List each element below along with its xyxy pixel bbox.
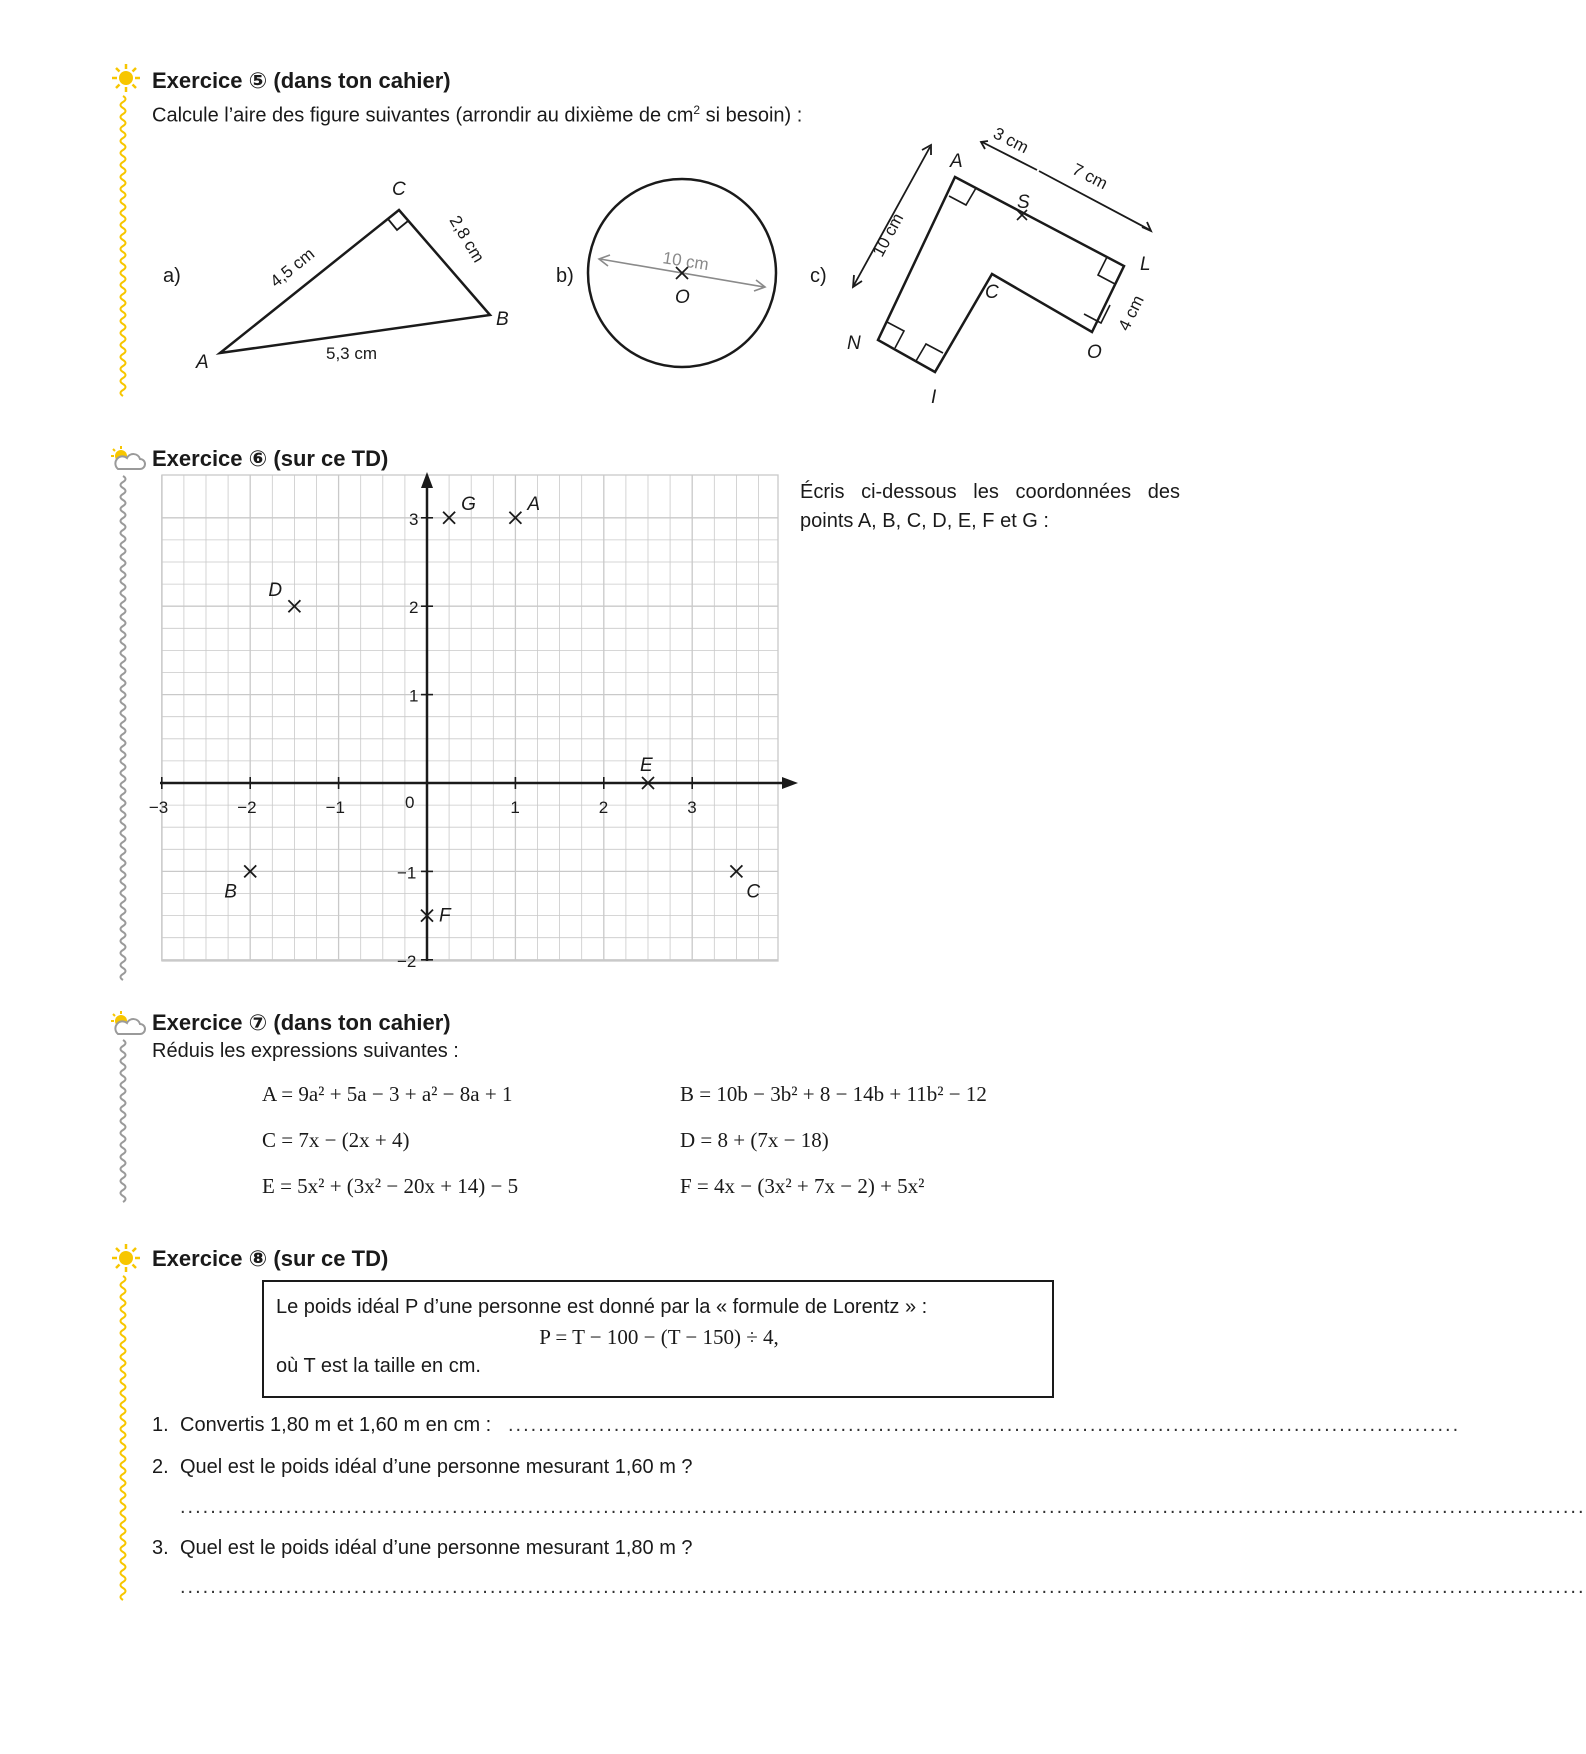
- point-label-e: E: [640, 755, 653, 776]
- exercise-5-title: Exercice ⑤ (dans ton cahier): [152, 68, 451, 93]
- exercise-8-title: Exercice ⑧ (sur ce TD): [152, 1246, 389, 1271]
- exercise-7-title: Exercice ⑦ (dans ton cahier): [152, 1010, 451, 1035]
- point-label-b: B: [224, 881, 237, 903]
- wavy-margin-line-sun: [116, 96, 130, 402]
- figure-b-circle: [580, 165, 800, 380]
- origin-label: 0: [405, 793, 415, 812]
- figure-c-l-shape: [830, 125, 1170, 415]
- figure-c-tag: c): [810, 265, 827, 287]
- expression-d: D = 8 + (7x − 18): [680, 1128, 829, 1152]
- center-label-o: O: [675, 287, 690, 308]
- point-label-f: F: [439, 905, 451, 927]
- plotted-points: [224, 494, 760, 927]
- point-label-c: C: [746, 881, 761, 903]
- x-tick-label: 2: [598, 798, 609, 817]
- grid-border: [162, 475, 778, 961]
- point-label-b: B: [496, 309, 509, 330]
- y-tick-label: 3: [409, 509, 419, 529]
- figure-a-triangle: [190, 170, 540, 380]
- exercise-5-instruction: Calcule l’aire des figure suivantes (arrondir au dixième de $cm^2$ si besoin) :: [152, 103, 803, 127]
- sun-icon: [110, 62, 142, 94]
- point-label-d: D: [268, 580, 283, 602]
- y-tick-label: 1: [409, 686, 419, 706]
- length-cb: 2,8 cm: [445, 212, 489, 266]
- x-axis-arrow: [782, 777, 798, 789]
- cloud-sun-icon: [110, 1011, 146, 1037]
- formula-note: où T est la taille en cm.: [276, 1355, 481, 1377]
- question-2-text: Quel est le poids idéal d’une personne mesurant 1,60 m ?: [180, 1456, 693, 1478]
- point-label-a: A: [527, 493, 541, 515]
- length-na: 10 cm: [868, 210, 908, 260]
- lorentz-formula: P = T − 100 − (T − 150) ÷ 4,: [539, 1325, 779, 1349]
- diameter-label: 10 cm: [661, 248, 711, 275]
- wavy-margin-line-sun: [116, 1276, 130, 1598]
- point-label-i: I: [931, 387, 937, 408]
- expression-a: A = 9a² + 5a − 3 + a² − 8a + 1: [262, 1082, 513, 1106]
- figure-b-tag: b): [556, 265, 574, 287]
- cloud-sun-icon: [110, 446, 146, 472]
- y-tick-label: −2: [397, 951, 417, 971]
- point-label-g: G: [461, 493, 476, 515]
- x-tick-label: 1: [510, 798, 520, 817]
- wavy-margin-line-cloud: [116, 476, 130, 976]
- point-label-c: C: [392, 179, 406, 200]
- figure-a-tag: a): [163, 265, 181, 287]
- length-ab: 5,3 cm: [326, 344, 378, 363]
- point-label-a: A: [950, 151, 963, 172]
- point-label-o: O: [1087, 342, 1102, 363]
- x-tick-label: −1: [325, 798, 345, 817]
- question-1-number: 1.: [152, 1414, 169, 1436]
- question-3-number: 3.: [152, 1537, 169, 1559]
- exercise-6-instruction: Écris ci-dessous les coordonnées des points A, B, C, D, E, F et G :: [800, 481, 1180, 532]
- exercise-7-instruction: Réduis les expressions suivantes :: [152, 1040, 459, 1062]
- formula-intro: Le poids idéal P d’une personne est donné par la « formule de Lorentz » :: [276, 1296, 928, 1318]
- question-2-number: 2.: [152, 1456, 169, 1478]
- point-label-a: A: [196, 352, 209, 373]
- expression-c: C = 7x − (2x + 4): [262, 1128, 410, 1152]
- length-ac: 4,5 cm: [266, 244, 319, 292]
- answer-line-2[interactable]: ..........................................................................................................................................................................................: [180, 1496, 1586, 1518]
- answer-line-3[interactable]: ..........................................................................................................................................................................................: [180, 1576, 1586, 1598]
- x-tick-label: 3: [687, 798, 697, 817]
- length-as: 3 cm: [990, 123, 1032, 158]
- sun-icon: [110, 1242, 142, 1274]
- length-sl: 7 cm: [1069, 159, 1111, 194]
- question-1-text: Convertis 1,80 m et 1,60 m en cm :: [180, 1414, 492, 1436]
- grid-lines: [162, 475, 778, 961]
- expression-f: F = 4x − (3x² + 7x − 2) + 5x²: [680, 1174, 925, 1198]
- expression-b: B = 10b − 3b² + 8 − 14b + 11b² − 12: [680, 1082, 987, 1106]
- exercise-6-title: Exercice ⑥ (sur ce TD): [152, 446, 389, 471]
- answer-line-1[interactable]: ..............................................................................................................................: [508, 1414, 1461, 1436]
- point-label-c: C: [985, 282, 999, 303]
- lorentz-formula-box: [262, 1280, 1054, 1398]
- question-3-text: Quel est le poids idéal d’une personne mesurant 1,80 m ?: [180, 1537, 693, 1559]
- expression-e: E = 5x² + (3x² − 20x + 14) − 5: [262, 1174, 519, 1198]
- x-tick-label: −2: [237, 798, 257, 817]
- x-tick-label: −3: [148, 798, 169, 817]
- wavy-margin-line-cloud: [116, 1040, 130, 1202]
- point-label-s: S: [1017, 192, 1030, 213]
- y-tick-label: −1: [397, 863, 417, 883]
- point-label-l: L: [1140, 254, 1151, 275]
- coordinate-grid: [150, 470, 790, 970]
- length-lo: 4 cm: [1114, 292, 1148, 334]
- y-tick-label: 2: [409, 598, 419, 618]
- point-label-n: N: [847, 333, 861, 354]
